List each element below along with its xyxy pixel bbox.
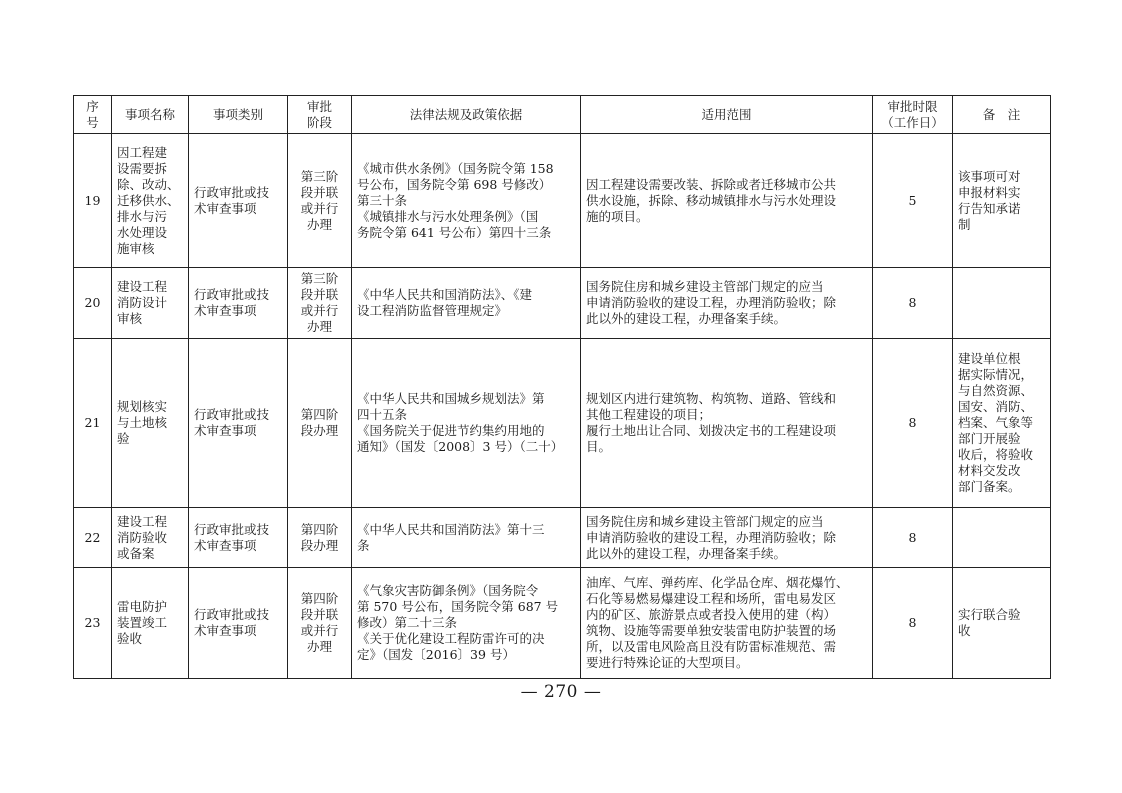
cell-category: 行政审批或技 术审查事项 xyxy=(189,568,288,679)
table-row xyxy=(74,134,1051,268)
cell-basis: 《中华人民共和国消防法》、《建 设工程消防监督管理规定》 xyxy=(352,268,581,339)
cell-scope: 国务院住房和城乡建设主管部门规定的应当 申请消防验收的建设工程，办理消防验收；除 此以外的建设工程，办理备案手续。 xyxy=(581,268,873,339)
cell-name: 雷电防护 装置竣工 验收 xyxy=(112,568,189,679)
cell-basis: 《城市供水条例》（国务院令第 158 号公布，国务院令第 698 号修改） 第三十条 《城镇排水与污水处理条例》（国 务院令第 641 号公布）第四十三条 xyxy=(352,134,581,268)
table-row xyxy=(74,508,1051,568)
cell-name: 建设工程 消防验收 或备案 xyxy=(112,508,189,568)
cell-days: 8 xyxy=(873,568,953,679)
cell-name: 建设工程 消防设计 审核 xyxy=(112,268,189,339)
cell-no: 22 xyxy=(74,508,112,568)
cell-stage: 第四阶 段办理 xyxy=(288,339,352,508)
cell-category: 行政审批或技 术审查事项 xyxy=(189,508,288,568)
table-row xyxy=(74,568,1051,679)
cell-note: 建设单位根 据实际情况， 与自然资源、 国安、消防、 档案、气象等 部门开展验 收后，将验收 材料交发改 部门备案。 xyxy=(953,339,1051,508)
cell-name: 因工程建 设需要拆 除、改动、 迁移供水、 排水与污 水处理设 施审核 xyxy=(112,134,189,268)
approval-items-table xyxy=(73,95,1051,679)
cell-days: 8 xyxy=(873,508,953,568)
page-number: — 270 — xyxy=(520,682,602,702)
header-basis: 法律法规及政策依据 xyxy=(352,96,581,134)
cell-scope: 国务院住房和城乡建设主管部门规定的应当 申请消防验收的建设工程，办理消防验收；除 此以外的建设工程，办理备案手续。 xyxy=(581,508,873,568)
cell-basis: 《中华人民共和国城乡规划法》第 四十五条 《国务院关于促进节约集约用地的 通知》（国发〔2008〕3 号）（二十） xyxy=(352,339,581,508)
cell-stage: 第三阶 段并联 或并行 办理 xyxy=(288,268,352,339)
cell-no: 20 xyxy=(74,268,112,339)
cell-scope: 油库、气库、弹药库、化学品仓库、烟花爆竹、 石化等易燃易爆建设工程和场所，雷电易发区 内的矿区、旅游景点或者投入使用的建（构） 筑物、设施等需要单独安装雷电防护装置的场 所，以及雷电风险高且没有防雷标准规范、需 要进行特殊论证的大型项目。 xyxy=(581,568,873,679)
cell-note: 该事项可对 申报材料实 行告知承诺 制 xyxy=(953,134,1051,268)
cell-stage: 第三阶 段并联 或并行 办理 xyxy=(288,134,352,268)
cell-category: 行政审批或技 术审查事项 xyxy=(189,268,288,339)
cell-scope: 规划区内进行建筑物、构筑物、道路、管线和 其他工程建设的项目； 履行土地出让合同、划拨决定书的工程建设项 目。 xyxy=(581,339,873,508)
cell-days: 5 xyxy=(873,134,953,268)
table-row xyxy=(74,268,1051,339)
cell-stage: 第四阶 段办理 xyxy=(288,508,352,568)
cell-days: 8 xyxy=(873,339,953,508)
cell-no: 23 xyxy=(74,568,112,679)
cell-basis: 《气象灾害防御条例》（国务院令 第 570 号公布，国务院令第 687 号 修改）第二十三条 《关于优化建设工程防雷许可的决 定》（国发〔2016〕39 号） xyxy=(352,568,581,679)
cell-no: 19 xyxy=(74,134,112,268)
header-scope: 适用范围 xyxy=(581,96,873,134)
cell-note: 实行联合验 收 xyxy=(953,568,1051,679)
cell-stage: 第四阶 段并联 或并行 办理 xyxy=(288,568,352,679)
cell-category: 行政审批或技 术审查事项 xyxy=(189,134,288,268)
cell-no: 21 xyxy=(74,339,112,508)
cell-note xyxy=(953,508,1051,568)
header-days: 审批时限 （工作日） xyxy=(873,96,953,134)
cell-days: 8 xyxy=(873,268,953,339)
cell-note xyxy=(953,268,1051,339)
header-category: 事项类别 xyxy=(189,96,288,134)
cell-basis: 《中华人民共和国消防法》第十三 条 xyxy=(352,508,581,568)
table-row xyxy=(74,339,1051,508)
header-no: 序 号 xyxy=(74,96,112,134)
table-header-row xyxy=(74,96,1051,134)
header-stage: 审批 阶段 xyxy=(288,96,352,134)
cell-scope: 因工程建设需要改装、拆除或者迁移城市公共 供水设施，拆除、移动城镇排水与污水处理设 施的项目。 xyxy=(581,134,873,268)
cell-name: 规划核实 与土地核 验 xyxy=(112,339,189,508)
header-name: 事项名称 xyxy=(112,96,189,134)
header-note: 备 注 xyxy=(953,96,1051,134)
cell-category: 行政审批或技 术审查事项 xyxy=(189,339,288,508)
